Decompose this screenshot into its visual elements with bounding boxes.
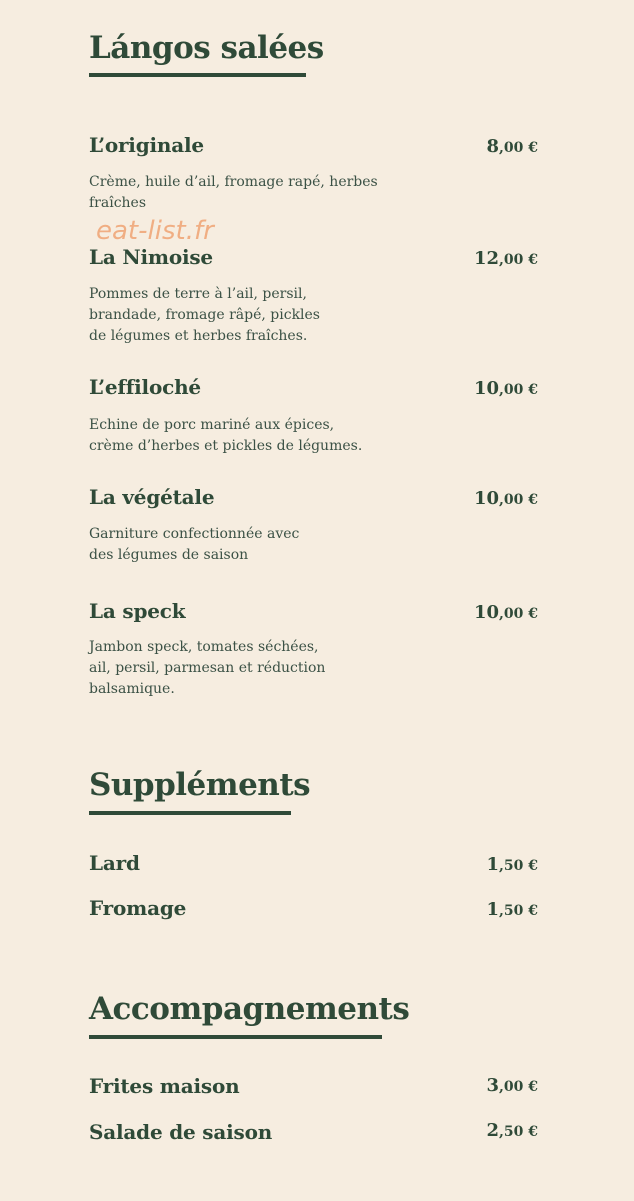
item-price: 1,50 € (486, 854, 538, 875)
section-underline (89, 73, 306, 77)
item-price: 2,50 € (486, 1120, 538, 1141)
section-title-langos: Lángos salées (89, 30, 324, 66)
item-price: 10,00 € (473, 488, 538, 509)
item-price: 3,00 € (486, 1075, 538, 1096)
item-name: La végétale (89, 485, 215, 509)
item-name: Frites maison (89, 1074, 240, 1098)
item-name: La Nimoise (89, 245, 213, 269)
item-price: 8,00 € (486, 136, 538, 157)
item-price: 1,50 € (486, 899, 538, 920)
section-underline (89, 811, 291, 815)
item-price: 10,00 € (473, 378, 538, 399)
item-name: La speck (89, 599, 186, 623)
section-title-supplements: Suppléments (89, 767, 311, 803)
item-description: Pommes de terre à l’ail, persil, brandade, fromage râpé, pickles de légumes et herbes fraîches. (89, 286, 320, 344)
item-name: L’effiloché (89, 375, 201, 399)
item-description: Jambon speck, tomates séchées, ail, persil, parmesan et réduction balsamique. (89, 639, 326, 697)
item-name: Fromage (89, 896, 187, 920)
item-name: Salade de saison (89, 1120, 273, 1144)
item-price: 12,00 € (473, 248, 538, 269)
menu-page (89, 0, 538, 1201)
section-underline (89, 1035, 382, 1039)
section-title-accompagnements: Accompagnements (89, 991, 410, 1027)
item-description: Crème, huile d’ail, fromage rapé, herbes fraîches (89, 174, 378, 211)
item-description: Garniture confectionnée avec des légumes de saison (89, 526, 300, 563)
item-name: L’originale (89, 133, 204, 157)
item-description: Echine de porc mariné aux épices, crème d’herbes et pickles de légumes. (89, 417, 363, 454)
item-name: Lard (89, 851, 140, 875)
watermark-text: eat-list.fr (96, 216, 214, 246)
item-price: 10,00 € (473, 602, 538, 623)
